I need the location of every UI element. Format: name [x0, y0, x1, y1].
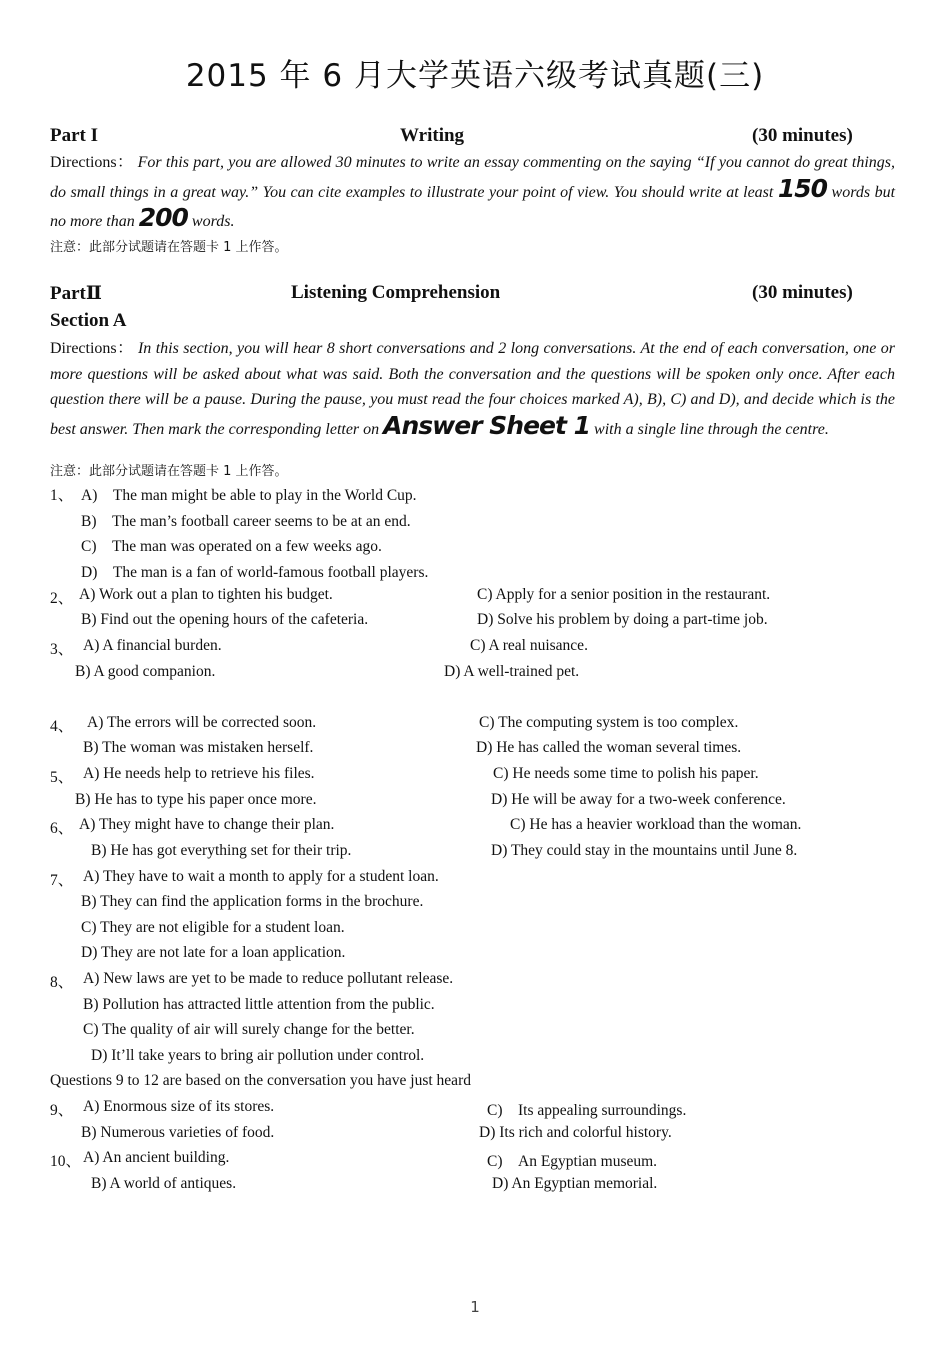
page-title: 2015 年 6 月大学英语六级考试真题(三) — [185, 58, 765, 94]
option-b: B) The woman was mistaken herself. — [83, 739, 314, 756]
question-number: 7、 — [50, 872, 74, 889]
option-d: D) An Egyptian memorial. — [492, 1175, 658, 1192]
directions-label: Directions： — [50, 340, 134, 357]
option-c: C) An Egyptian museum. — [487, 1153, 658, 1170]
option-a: A) He needs help to retrieve his files. — [83, 765, 315, 782]
option-c: C) They are not eligible for a student loan. — [81, 919, 345, 936]
option-c: C) The computing system is too complex. — [479, 714, 739, 731]
part1-time: (30 minutes) — [752, 125, 853, 146]
part2-note: 注意：此部分试题请在答题卡 1 上作答。 — [50, 464, 288, 479]
option-a: A) An ancient building. — [83, 1149, 230, 1166]
question-number: 9、 — [50, 1102, 74, 1119]
option-d: D) They could stay in the mountains until June 8. — [491, 842, 798, 859]
option-c: C) Apply for a senior position in the restaurant. — [477, 586, 771, 603]
option-b: B) He has got everything set for their trip. — [91, 842, 352, 859]
option-d: D) They are not late for a loan application. — [81, 944, 346, 961]
option-a: A) They have to wait a month to apply for a student loan. — [83, 868, 439, 885]
question-number: 3、 — [50, 641, 74, 658]
question-number: 2、 — [50, 590, 74, 607]
option-a: A) New laws are yet to be made to reduce pollutant release. — [83, 970, 454, 987]
option-b: B) They can find the application forms in the brochure. — [81, 893, 424, 910]
directions-text: In this section, you will hear 8 short conversations and 2 long conversations. At the end of each conversation, one or more questions will be asked about what was said. Both the conversation and the questions will be spoken only once. After each question there will be a pause. During the pause, you must read the four choices marked A), B), C) and D), and decide which is the best answer. Then mark the corresponding letter on — [50, 340, 896, 438]
option-d: D) He has called the woman several times. — [476, 739, 742, 756]
option-c: C) The quality of air will surely change for the better. — [83, 1021, 415, 1038]
option-d: D) The man is a fan of world-famous football players. — [81, 564, 429, 581]
max-words: 200 — [138, 203, 188, 232]
option-a: A) They might have to change their plan. — [79, 816, 335, 833]
section-title: Section A — [50, 310, 127, 331]
question-number: 6、 — [50, 820, 74, 837]
option-b: B) Numerous varieties of food. — [81, 1124, 275, 1141]
question-number: 1、 — [50, 487, 74, 504]
part1-name: Writing — [400, 125, 465, 146]
option-b: B) A world of antiques. — [91, 1175, 237, 1192]
option-b: B) He has to type his paper once more. — [75, 791, 317, 808]
directions-text: words but no more than — [50, 183, 896, 230]
option-a: A) The man might be able to play in the World Cup. — [81, 487, 417, 504]
option-d: D) It’ll take years to bring air pollution under control. — [91, 1047, 425, 1064]
question-group-note: Questions 9 to 12 are based on the conversation you have just heard — [50, 1072, 471, 1089]
answer-sheet-label: Answer Sheet 1 — [383, 410, 591, 440]
question-number: 10、 — [50, 1153, 82, 1170]
min-words: 150 — [777, 173, 828, 203]
option-d: D) A well-trained pet. — [444, 663, 580, 680]
part1-directions — [50, 150, 895, 235]
question-number: 5、 — [50, 769, 74, 786]
page-number: 1 — [470, 1298, 480, 1316]
option-c: C) He needs some time to polish his paper. — [493, 765, 759, 782]
option-a: A) Enormous size of its stores. — [83, 1098, 275, 1115]
option-a: A) Work out a plan to tighten his budget. — [79, 586, 333, 603]
part1-label: Part I — [50, 125, 99, 146]
question-number: 8、 — [50, 974, 74, 991]
part2-label: PartⅡ — [50, 283, 102, 304]
directions-text: words. — [191, 213, 235, 230]
part1-note: 注意：此部分试题请在答题卡 1 上作答。 — [50, 240, 288, 255]
directions-label: Directions： — [50, 154, 134, 171]
part2-name: Listening Comprehension — [291, 282, 501, 303]
option-c: C) Its appealing surroundings. — [487, 1102, 687, 1119]
option-b: B) Pollution has attracted little attention from the public. — [83, 996, 435, 1013]
option-d: D) Its rich and colorful history. — [479, 1124, 672, 1141]
option-b: B) The man’s football career seems to be at an end. — [81, 513, 411, 530]
directions-text: with a single line through the centre. — [594, 420, 829, 438]
part2-time: (30 minutes) — [752, 282, 853, 303]
option-b: B) Find out the opening hours of the cafeteria. — [81, 611, 369, 628]
option-a: A) A financial burden. — [83, 637, 222, 654]
option-c: C) He has a heavier workload than the woman. — [510, 816, 802, 833]
option-b: B) A good companion. — [75, 663, 216, 680]
part2-directions — [50, 336, 895, 442]
option-c: C) A real nuisance. — [470, 637, 588, 654]
option-c: C) The man was operated on a few weeks ago. — [81, 538, 382, 555]
option-d: D) Solve his problem by doing a part-time job. — [477, 611, 768, 628]
option-d: D) He will be away for a two-week conference. — [491, 791, 786, 808]
option-a: A) The errors will be corrected soon. — [87, 714, 317, 731]
question-number: 4、 — [50, 718, 74, 735]
directions-text: For this part, you are allowed 30 minutes to write an essay commenting on the saying “If you cannot do great things, do small things in a great way.” You can cite examples to illustrate your point of view. You should write at least — [50, 154, 896, 201]
